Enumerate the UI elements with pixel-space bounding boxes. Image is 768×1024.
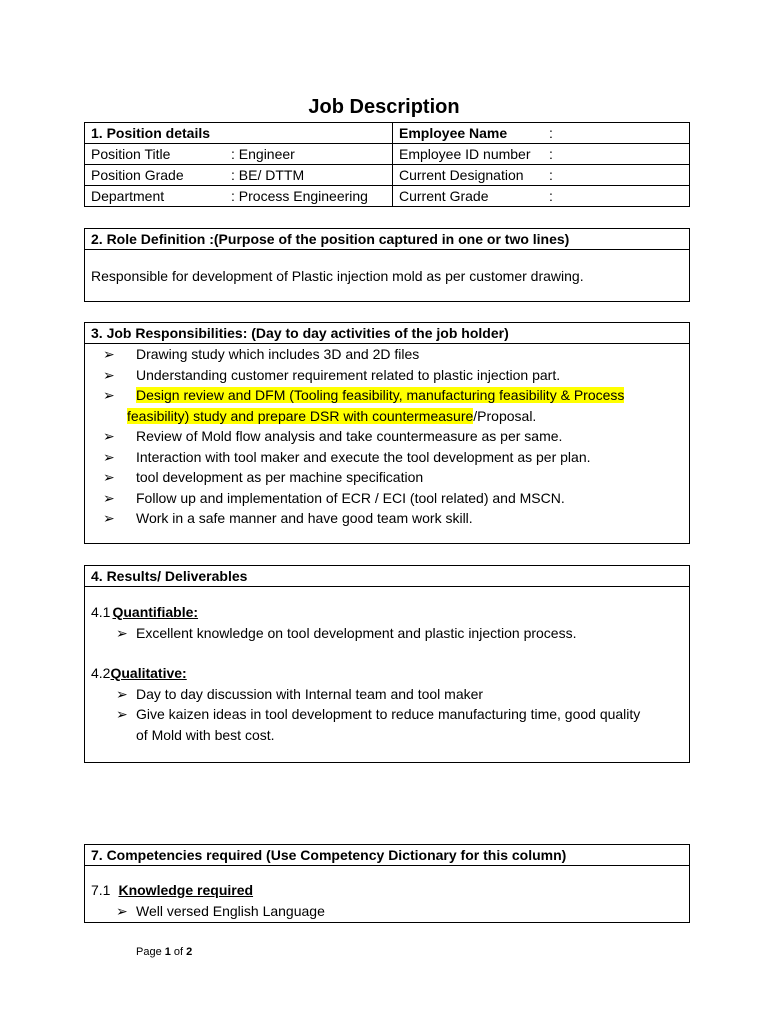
highlighted-text: Design review and DFM (Tooling feasibility, manufacturing feasibility & Process — [136, 387, 625, 403]
list-item: ➢ Follow up and implementation of ECR / ECI (tool related) and MSCN. — [91, 488, 683, 509]
results-deliverables-heading: 4. Results/ Deliverables — [85, 566, 689, 587]
table-row — [85, 165, 690, 186]
table-row — [85, 144, 690, 165]
bullet-arrow-icon: ➢ — [103, 366, 115, 383]
list-item: ➢ Well versed English Language — [91, 901, 683, 922]
bullet-arrow-icon: ➢ — [116, 624, 128, 641]
job-responsibilities-section — [84, 322, 690, 544]
bullet-arrow-icon: ➢ — [103, 489, 115, 506]
highlighted-text: feasibility) study and prepare DSR with countermeasure — [127, 407, 474, 424]
document-title: Job Description — [308, 96, 460, 118]
list-item: ➢ Day to day discussion with Internal team and tool maker — [91, 684, 683, 705]
knowledge-required-subheading: 7.1 Knowledge required — [91, 882, 254, 898]
list-item: ➢ Interaction with tool maker and execute the tool development as per plan. — [91, 447, 683, 468]
competencies-heading: 7. Competencies required (Use Competency Dictionary for this column) — [85, 845, 689, 866]
current-grade-cell: Current Grade : — [393, 186, 690, 207]
list-item: ➢ Excellent knowledge on tool development and plastic injection process. — [91, 623, 683, 644]
bullet-arrow-icon: ➢ — [103, 469, 115, 485]
bullet-arrow-icon: ➢ — [116, 902, 128, 919]
position-grade-cell: Position Grade : BE/ DTTM — [85, 165, 393, 186]
list-item — [91, 385, 683, 406]
list-item: ➢ Understanding customer requirement related to plastic injection part. — [91, 365, 683, 386]
position-details-table — [84, 122, 690, 207]
qualitative-subheading: 4.2Qualitative: — [91, 665, 187, 681]
position-title-cell: Position Title : Engineer — [85, 144, 393, 165]
bullet-arrow-icon: ➢ — [103, 346, 115, 362]
list-item-continuation: of Mold with best cost. — [136, 726, 275, 743]
list-item: ➢ Drawing study which includes 3D and 2D files — [91, 344, 683, 365]
page-number: Page 1 of 2 — [136, 946, 193, 958]
department-cell: Department : Process Engineering — [85, 186, 393, 207]
bullet-arrow-icon: ➢ — [103, 448, 115, 465]
results-deliverables-section — [84, 565, 690, 763]
role-definition-heading: 2. Role Definition :(Purpose of the position captured in one or two lines) — [85, 229, 689, 250]
employee-name-cell: Employee Name : — [393, 123, 690, 144]
list-item: ➢ Review of Mold flow analysis and take countermeasure as per same. — [91, 426, 683, 447]
competencies-section — [84, 844, 690, 923]
bullet-arrow-icon: ➢ — [103, 428, 115, 444]
bullet-arrow-icon: ➢ — [103, 510, 115, 526]
role-definition-section — [84, 228, 690, 302]
job-responsibilities-heading: 3. Job Responsibilities: (Day to day activities of the job holder) — [85, 323, 689, 344]
position-details-heading: 1. Position details — [85, 123, 393, 144]
bullet-arrow-icon: ➢ — [116, 685, 128, 702]
list-item: ➢ Give kaizen ideas in tool development to reduce manufacturing time, good quality — [91, 704, 683, 725]
list-item: ➢ Work in a safe manner and have good team work skill. — [91, 508, 683, 529]
table-row — [85, 186, 690, 207]
employee-id-cell: Employee ID number : — [393, 144, 690, 165]
list-item: ➢ tool development as per machine specification — [91, 467, 683, 488]
bullet-arrow-icon: ➢ — [103, 387, 115, 403]
list-item-continuation: feasibility) study and prepare DSR with countermeasure/Proposal. — [127, 407, 537, 424]
role-definition-text: Responsible for development of Plastic injection mold as per customer drawing. — [91, 268, 584, 284]
table-row — [85, 123, 690, 144]
quantifiable-subheading: 4.1 Quantifiable: — [91, 604, 199, 620]
bullet-arrow-icon: ➢ — [116, 706, 128, 722]
current-designation-cell: Current Designation : — [393, 165, 690, 186]
